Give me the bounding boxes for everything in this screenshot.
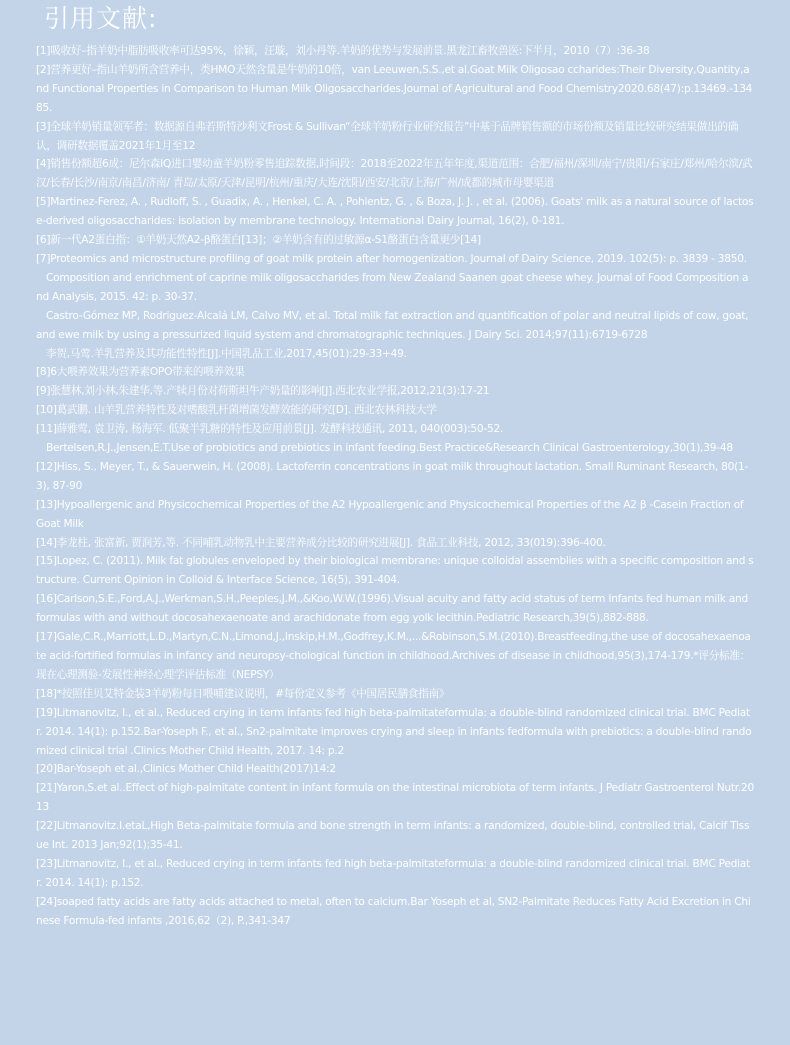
reference-item: [12]Hiss, S., Meyer, T., & Sauerwein, H. (2008). Lactoferrin concentrations in goat milk throughout lactation. Small Ruminant Research, 80(1-3), 87-90 — [36, 460, 749, 492]
reference-item: [19]Litmanovitz, I., et al., Reduced crying in term infants fed high beta-palmitateformula: a double-blind randomized clinical trial. BMC Pediatr. 2014. 14(1): p.152.Bar-Yoseph F., et al., Sn2-palmitate improves crying and sleep in infants fedformula with prebiotics: a double-blind randomized clinical trial .Clinics Mother Child Health, 2017. 14: p.2 — [36, 706, 752, 757]
reference-item: 李贺,马莺.羊乳营养及其功能性特性[J].中国乳品工业,2017,45(01):29-33+49. — [46, 347, 407, 360]
reference-item: [24]soaped fatty acids are fatty acids attached to metal, often to calcium.Bar Yoseph et al, SN2-Palmitate Reduces Fatty Acid Excretion in Chinese Formula-fed infants ,2016,62（2), P.,341-347 — [36, 895, 751, 927]
reference-item: [5]Martinez-Ferez, A. , Rudloff, S. , Guadix, A. , Henkel, C. A. , Pohlentz, G. , & Boza, J. J. , et al. (2006). Goats' milk as a natural source of lactose-derived oligosaccharides: isolation by membrane technology. International Dairy Journal, 16(2), 0-181. — [36, 196, 754, 228]
reference-item: [10]葛武鹏. 山羊乳营养特性及对嗜酸乳杆菌增菌发酵效能的研究[D]. 西北农林科技大学 — [36, 404, 437, 417]
reference-item: [7]Proteomics and microstructure profiling of goat milk protein after homogenization. Journal of Dairy Science, 2019. 102(5): p. 3839 - 3850. — [36, 252, 747, 265]
reference-item: [20]Bar-Yoseph et al.,Clinics Mother Child Health(2017)14:2 — [36, 763, 336, 776]
reference-item: Castro-Gómez MP, Rodriguez-Alcalá LM, Calvo MV, et al. Total milk fat extraction and quantification of polar and neutral lipids of cow, goat, and ewe milk by using a pressurized liquid system and chromatographic techniques. J Dairy Sci. 2014;97(11):6719-6728 — [36, 309, 749, 341]
reference-item: [3]全球羊奶销量领军者：数据源自弗若斯特沙利文Frost & Sullivan“全球羊奶粉行业研究报告”中基于品牌销售额的市场份额及销量比较研究结果做出的确认，调研数据覆盖2021年1月至12 — [36, 120, 739, 152]
reference-item: [8]6大喂养效果为营养素OPO带来的喂养效果 — [36, 366, 245, 379]
reference-list — [36, 42, 754, 931]
reference-item: Bertelsen,R.J.,Jensen,E.T.Use of probiotics and prebiotics in infant feeding.Best Practice&Research Clinical Gastroenterology,30(1),39-48 — [46, 442, 733, 455]
reference-item: [9]张慧林,刘小林,朱建华,等.产犊月份对荷斯坦牛产奶量的影响[J].西北农业学报,2012,21(3):17-21 — [36, 385, 490, 398]
reference-item: [22]Litmanovitz.I.etaL,High Beta-palmitate formula and bone strength in term infants: a randomized, double-blind, controlled trial, Calcif Tissue Int. 2013 Jan;92(1);35-41. — [36, 820, 750, 852]
reference-item: [14]李龙柱, 张富新, 贾润芳,等. 不同哺乳动物乳中主要营养成分比较的研究进展[J]. 食品工业科技, 2012, 33(019):396-400. — [36, 536, 606, 549]
reference-item: [18]*按照佳贝艾特金装3羊奶粉每日喂哺建议说明，#每份定义参考《中国居民膳食指南》 — [36, 687, 450, 700]
reference-item: Composition and enrichment of caprine milk oligosaccharides from New Zealand Saanen goat cheese whey. Journal of Food Composition and Analysis, 2015. 42: p. 30-37. — [36, 271, 749, 303]
reference-item: [6]新一代A2蛋白指：①羊奶天然A2-β酪蛋白[13]；②羊奶含有的过敏源α-S1酪蛋白含量更少[14] — [36, 234, 481, 247]
reference-item: [17]Gale,C.R.,Marriott,L.D.,Martyn,C.N.,Limond,J.,Inskip,H.M.,Godfrey,K.M.,...&Robinson,S.M.(2010).Breastfeeding,the use of docosahexaenoate acid-fortified formulas in infancy and neuropsy-chological function in childhood.Archives of disease in childhood,95(3),174-179.*评分标准：现在心理测验-发展性神经心理学评估标准（NEPSY） — [36, 631, 751, 681]
reference-item: [13]Hypoallergenic and Physicochemical Properties of the A2 Hypoallergenic and Physicochemical Properties of the A2 β -Casein Fraction of Goat Milk — [36, 498, 744, 530]
page-title: 引用文献: — [44, 4, 158, 33]
reference-item: [23]Litmanovitz, I., et al., Reduced crying in term infants fed high beta-palmitateformula: a double-blind randomized clinical trial. BMC Pediatr. 2014. 14(1): p.152. — [36, 857, 750, 889]
reference-item: [1]吸收好–指羊奶中脂肪吸收率可达95%，徐颖，汪璇，刘小丹等.羊奶的优势与发展前景.黑龙江畜牧兽医:下半月，2010（7）:36-38 — [36, 45, 650, 57]
reference-item: [4]销售份额超6成：尼尔森IQ进口婴幼童羊奶粉零售追踪数据,时间段：2018至2022年五年年度,渠道范围：合肥/福州/深圳/南宁/贵阳/石家庄/郑州/哈尔滨/武汉/长春/长沙/南京/南昌/济南/ 青岛/太原/天津/昆明/杭州/重庆/大连/沈阳/西安/北京/上海/广州/成都的城市母婴渠道 — [36, 158, 753, 190]
reference-item: [2]营养更好–指山羊奶所含营养中，类HMO天然含量是牛奶的10倍，van Leeuwen,S.S.,et al.Goat Milk Oligosao ccharides:Their Diversity,Quantity,and Functional Properties in Comparison to Human Milk Oligosaccharides.Journal of Agricultural and Food Chemistry2020.68(47):p.13469.-13485. — [36, 63, 753, 114]
reference-item: [21]Yaron,S.et al..Effect of high-palmitate content in infant formula on the intestinal microbiota of term infants. J Pediatr Gastroenterol Nutr.2013 — [36, 782, 755, 814]
reference-item: [11]薛雅莺, 袁卫涛, 杨海军. 低聚半乳糖的特性及应用前景[J]. 发酵科技通讯, 2011, 040(003):50-52. — [36, 423, 504, 436]
reference-item: [16]Carlson,S.E.,Ford,A.J.,Werkman,S.H.,Peeples,J.M.,&Koo,W.W.(1996).Visual acuity and fatty acid status of term Infants fed human milk and formulas with and without docosahexaenoate and arachidonate from egg yolk lecithin.Pediatric Research,39(5),882-888. — [36, 593, 748, 625]
reference-item: [15]Lopez, C. (2011). Milk fat globules enveloped by their biological membrane: unique colloidal assemblies with a specific composition and structure. Current Opinion in Colloid & Interface Science, 16(5), 391-404. — [36, 555, 754, 587]
